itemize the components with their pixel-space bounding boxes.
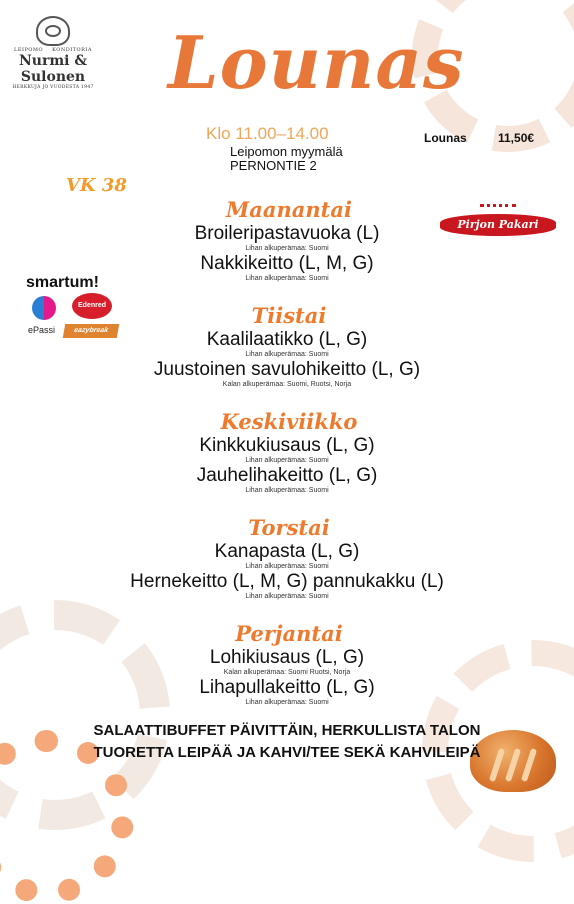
smartum-logo: smartum! bbox=[26, 274, 99, 291]
day-name: Tiistai bbox=[251, 303, 327, 328]
weekly-menu bbox=[0, 197, 574, 727]
opening-hours: Klo 11.00–14.00 bbox=[206, 124, 329, 143]
edenred-logo: Edenred bbox=[72, 293, 112, 319]
footer-note bbox=[0, 720, 574, 764]
logo-top-left: LEIPOMO bbox=[14, 47, 44, 53]
dish-name: Kanapasta (L, G) bbox=[214, 541, 360, 562]
dish-origin: Lihan alkuperämaa: Suomi bbox=[245, 245, 329, 252]
dish-origin: Lihan alkuperämaa: Suomi bbox=[245, 351, 329, 358]
day-name: Torstai bbox=[248, 515, 330, 540]
dish-origin: Kalan alkuperämaa: Suomi, Ruotsi, Norja bbox=[222, 381, 352, 388]
day-name: Perjantai bbox=[235, 621, 343, 646]
dish-name: Juustoinen savulohikeitto (L, G) bbox=[153, 359, 421, 380]
price-value: 11,50€ bbox=[498, 131, 535, 145]
day-name: Maanantai bbox=[226, 197, 352, 222]
dish-name: Hernekeitto (L, M, G) pannukakku (L) bbox=[130, 571, 444, 592]
epassi-label: ePassi bbox=[28, 325, 56, 335]
dish-name: Nakkikeitto (L, M, G) bbox=[200, 253, 374, 274]
week-number: VK 38 bbox=[66, 175, 127, 196]
menu-day-thursday bbox=[0, 515, 574, 621]
dish-name: Broileripastavuoka (L) bbox=[194, 223, 380, 244]
dish-origin: Lihan alkuperämaa: Suomi bbox=[245, 487, 329, 494]
logo-top-right: KONDITORIA bbox=[52, 47, 92, 53]
menu-day-tuesday bbox=[0, 303, 574, 409]
eazybreak-logo: eazybreak bbox=[63, 324, 119, 338]
dish-name: Lohikiusaus (L, G) bbox=[209, 647, 365, 668]
dish-name: Kinkkukiusaus (L, G) bbox=[199, 435, 375, 456]
pirjon-pakari-logo: Pirjon Pakari bbox=[440, 214, 556, 236]
dish-origin: Lihan alkuperämaa: Suomi bbox=[245, 593, 329, 600]
dish-name: Jauhelihakeitto (L, G) bbox=[196, 465, 378, 486]
logo-brand: Nurmi & Sulonen bbox=[19, 53, 87, 85]
logo-subtitle: HERKKUJA JO VUODESTA 1947 bbox=[12, 85, 94, 90]
footer-line-1: SALAATTIBUFFET PÄIVITTÄIN, HERKULLISTA TALON bbox=[93, 722, 481, 739]
menu-day-friday bbox=[0, 621, 574, 727]
location-line-1: Leipomon myymälä bbox=[230, 144, 343, 159]
dish-origin: Lihan alkuperämaa: Suomi bbox=[245, 457, 329, 464]
dish-origin: Lihan alkuperämaa: Suomi bbox=[245, 563, 329, 570]
dish-origin: Lihan alkuperämaa: Suomi bbox=[245, 275, 329, 282]
bakery-logo bbox=[8, 14, 98, 100]
footer-line-2: TUORETTA LEIPÄÄ JA KAHVI/TEE SEKÄ KAHVILEIPÄ bbox=[93, 744, 481, 761]
menu-day-wednesday bbox=[0, 409, 574, 515]
price-label: Lounas bbox=[424, 131, 467, 145]
page-title: Lounas bbox=[168, 20, 465, 105]
location-line-2: PERNONTIE 2 bbox=[230, 158, 317, 173]
menu-day-monday bbox=[0, 197, 574, 303]
dish-origin: Lihan alkuperämaa: Suomi bbox=[245, 699, 329, 706]
day-name: Keskiviikko bbox=[220, 409, 358, 434]
dish-name: Kaalilaatikko (L, G) bbox=[206, 329, 368, 350]
dish-name: Lihapullakeitto (L, G) bbox=[199, 677, 375, 698]
baker-emblem-icon bbox=[36, 16, 70, 46]
dish-origin: Kalan alkuperämaa: Suomi Ruotsi, Norja bbox=[223, 669, 351, 676]
